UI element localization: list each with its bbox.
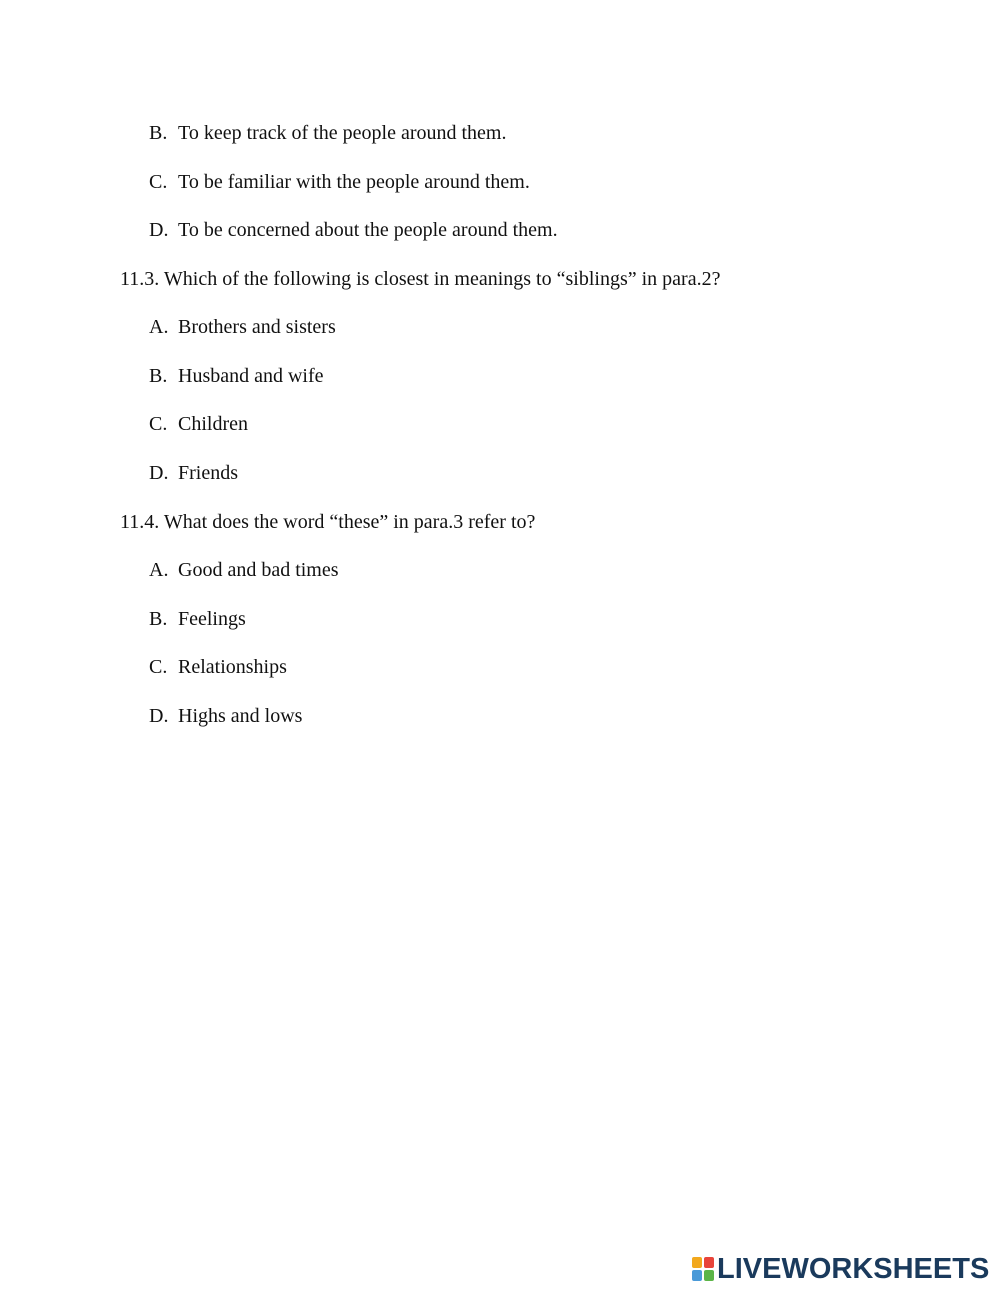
question-11-4-stem: 11.4. What does the word “these” in para.3 refer to? [120,511,536,533]
option-11-2-c[interactable] [149,170,530,194]
option-11-4-d[interactable] [149,704,302,728]
logo-text: LIVEWORKSHEETS [717,1253,990,1285]
option-letter: B. [149,608,168,630]
option-11-3-d[interactable] [149,461,238,485]
logo-mark-tile [704,1257,714,1268]
option-letter: A. [149,559,169,581]
liveworksheets-logo [692,1254,989,1284]
option-letter: D. [149,462,169,484]
option-11-4-b[interactable] [149,607,246,631]
option-text: Feelings [178,608,246,630]
option-text: To be concerned about the people around them. [178,219,558,241]
logo-mark-tile [692,1257,702,1268]
question-11-3-stem: 11.3. Which of the following is closest in meanings to “siblings” in para.2? [120,268,721,290]
option-text: Relationships [178,656,287,678]
option-letter: C. [149,656,168,678]
option-11-4-a[interactable] [149,558,339,582]
option-11-3-b[interactable] [149,364,324,388]
logo-mark-tile [692,1270,702,1281]
option-11-2-d[interactable] [149,218,558,242]
option-11-3-c[interactable] [149,412,248,436]
option-letter: D. [149,219,169,241]
logo-mark-icon [692,1257,714,1281]
option-text: Highs and lows [178,705,303,727]
option-11-4-c[interactable] [149,655,287,679]
option-text: Children [178,413,248,435]
option-letter: D. [149,705,169,727]
option-letter: A. [149,316,169,338]
option-text: Husband and wife [178,365,324,387]
option-text: To be familiar with the people around them. [178,171,530,193]
logo-mark-tile [704,1270,714,1281]
option-letter: B. [149,365,168,387]
option-text: Brothers and sisters [178,316,336,338]
option-letter: B. [149,122,168,144]
option-letter: C. [149,413,168,435]
option-11-3-a[interactable] [149,315,336,339]
option-11-2-b[interactable] [149,121,506,145]
option-text: Good and bad times [178,559,339,581]
option-letter: C. [149,171,168,193]
option-text: Friends [178,462,238,484]
option-text: To keep track of the people around them. [178,122,507,144]
